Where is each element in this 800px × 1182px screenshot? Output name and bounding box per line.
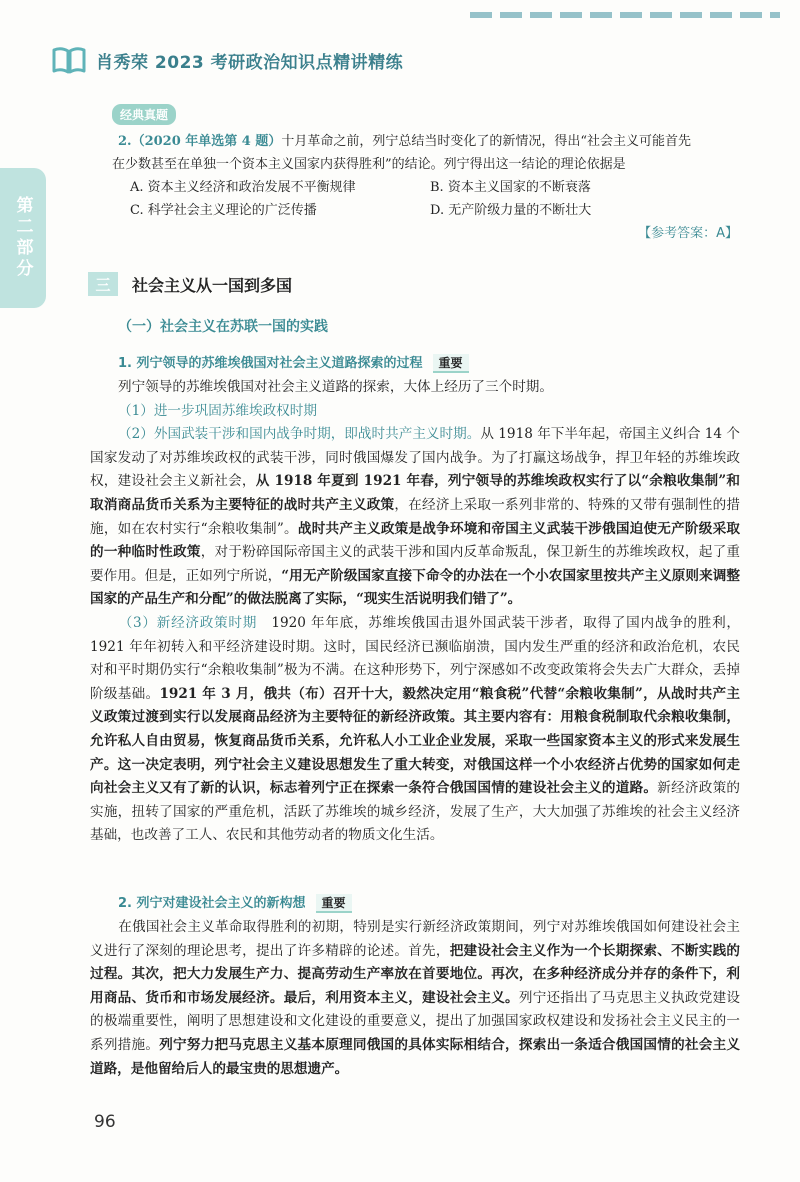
question-text-line2: 在少数甚至在单独一个资本主义国家内获得胜利”的结论。列宁得出这一结论的理论依据是 — [112, 157, 626, 172]
question-text-line1: 十月革命之前，列宁总结当时变化了的新情况，得出“社会主义可能首先 — [281, 134, 692, 149]
question-source: 2.（2020 年单选第 4 题） — [118, 134, 282, 149]
period3-text-c: 新经济政策的实施，扭转了国家的严重危机，活跃了苏维埃的城乡经济，发展了生产，大大加强了苏维埃的社会主义经济基础，也改善了工人、农民和其他劳动者的物质文化生活。 — [90, 780, 741, 844]
period2-text-b: 从 1918 年夏到 1921 年春，列宁领导的苏维埃政权实行了以“余粮收集制”和取消商品货币关系为主要特征的战时共产主义政策 — [90, 473, 740, 513]
period2-text-e: ，对于粉碎国际帝国主义的武装干涉和国内反革命叛乱，保卫新生的苏维埃政权，起了重要作用。但是，正如列宁所说， — [90, 544, 741, 584]
period2-text-c: ，在经济上采取一系列非常的、特殊的又带有强制性的措施，如在农村实行“余粮收集制”。 — [90, 496, 741, 537]
period2-text-f: “用无产阶级国家直接下命令的办法在一个小农国家里按共产主义原则来调整国家的产品生产和分配”的做法脱离了实际，“现实生活说明我们错了”。 — [90, 567, 741, 608]
book-title: 肖秀荣 2023 考研政治知识点精讲精练 — [96, 52, 404, 73]
answer-options — [130, 176, 730, 222]
period3-text-b: 1921 年 3 月，俄共（布）召开十大，毅然决定用“粮食税”代替“余粮收集制”，从战时共产主义政策过渡到实行以发展商品经济为主要特征的新经济政策。其主要内容有：用粮食税制取代余粮收集制，允许私人自由贸易，恢复商品货币关系，允许私人小工业企业发展，采取一些国家资本主义的形式来发展生产。这一决定表明，列宁社会主义建设思想发生了重大转变，对俄国这样一个小农经济占优势的国家如何走向社会主义又有了新的认识，标志着列宁正在探索一条符合俄国国情的建设社会主义的道路。 — [90, 685, 741, 797]
important-tag-2: 重要 — [316, 894, 352, 913]
reference-answer: 【参考答案：A】 — [638, 226, 738, 241]
period2-text-a: 从 1918 年下半年起，帝国主义纠合 14 个国家发动了对苏维埃政权的武装干涉，同时俄国爆发了国内战争。为了打赢这场战争，捍卫年轻的苏维埃政权，建设社会主义新社会， — [90, 426, 740, 490]
point1-heading: 1. 列宁领导的苏维埃俄国对社会主义道路探索的过程 — [118, 356, 423, 371]
classic-exam-badge: 经典真题 — [112, 104, 176, 125]
period2-text-d: 战时共产主义政策是战争环境和帝国主义武装干涉俄国迫使无产阶级采取的一种临时性政策 — [90, 520, 740, 561]
exam-question-line2 — [112, 153, 732, 176]
page-header — [52, 40, 403, 80]
side-tab-label: 第二部分 — [12, 196, 33, 280]
section-number: 三 — [88, 272, 118, 296]
side-section-tab — [0, 168, 46, 308]
point1-heading-row — [118, 352, 469, 373]
exam-question — [118, 130, 738, 153]
option-b: B. 资本主义国家的不断衰落 — [430, 180, 591, 195]
page-number: 96 — [94, 1112, 116, 1132]
point2-heading: 2. 列宁对建设社会主义的新构想 — [118, 896, 306, 911]
point1-body — [90, 376, 740, 848]
period2-title: （2）外国武装干涉和国内战争时期，即战时共产主义时期。 — [118, 426, 481, 443]
option-a: A. 资本主义经济和政治发展不平衡规律 — [130, 180, 356, 195]
important-tag: 重要 — [433, 354, 469, 373]
top-decorative-strip — [470, 12, 780, 18]
point2-body — [90, 916, 740, 1081]
option-c: C. 科学社会主义理论的广泛传播 — [130, 203, 317, 218]
open-book-icon — [52, 46, 86, 74]
section-heading — [88, 272, 292, 296]
point2-text-b: 把建设社会主义作为一个长期探索、不断实践的过程。其次，把大力发展生产力、提高劳动生产率放在首要地位。再次，在多种经济成分并存的条件下，利用商品、货币和市场发展经济。最后，利用资本主义，建设社会主义。 — [90, 942, 741, 1006]
option-d: D. 无产阶级力量的不断壮大 — [430, 203, 592, 218]
period1-title: （1）进一步巩固苏维埃政权时期 — [118, 402, 317, 419]
period3-title: （3）新经济政策时期 — [118, 614, 258, 631]
point2-heading-row — [118, 892, 352, 913]
point2-text-d: 列宁努力把马克思主义基本原理同俄国的具体实际相结合，探索出一条适合俄国国情的社会主义道路，是他留给后人的最宝贵的思想遗产。 — [90, 1036, 741, 1077]
intro-text: 列宁领导的苏维埃俄国对社会主义道路的探索，大体上经历了三个时期。 — [118, 379, 553, 395]
point2-text-c: 列宁还指出了马克思主义执政党建设的极端重要性，阐明了思想建设和文化建设的重要意义，提出了加强国家政权建设和发扬社会主义民主的一系列措施。 — [90, 989, 741, 1053]
section-title: 社会主义从一国到多国 — [132, 275, 293, 295]
point2-text-a: 在俄国社会主义革命取得胜利的初期，特别是实行新经济政策期间，列宁对苏维埃俄国如何建设社会主义进行了深刻的理论思考，提出了许多精辟的论述。首先， — [90, 919, 740, 959]
period3-text-a: 1920 年年底，苏维埃俄国击退外国武装干涉者，取得了国内战争的胜利，1921 年年初转入和平经济建设时期。这时，国民经济已濒临崩溃，国内发生严重的经济和政治危机，农民对和平时期仍实行“余粮收集制”极为不满。在这种形势下，列宁深感如不改变政策将会失去广大群众，丢掉阶级基础。 — [90, 614, 740, 702]
subsection-title: （一）社会主义在苏联一国的实践 — [118, 319, 328, 335]
